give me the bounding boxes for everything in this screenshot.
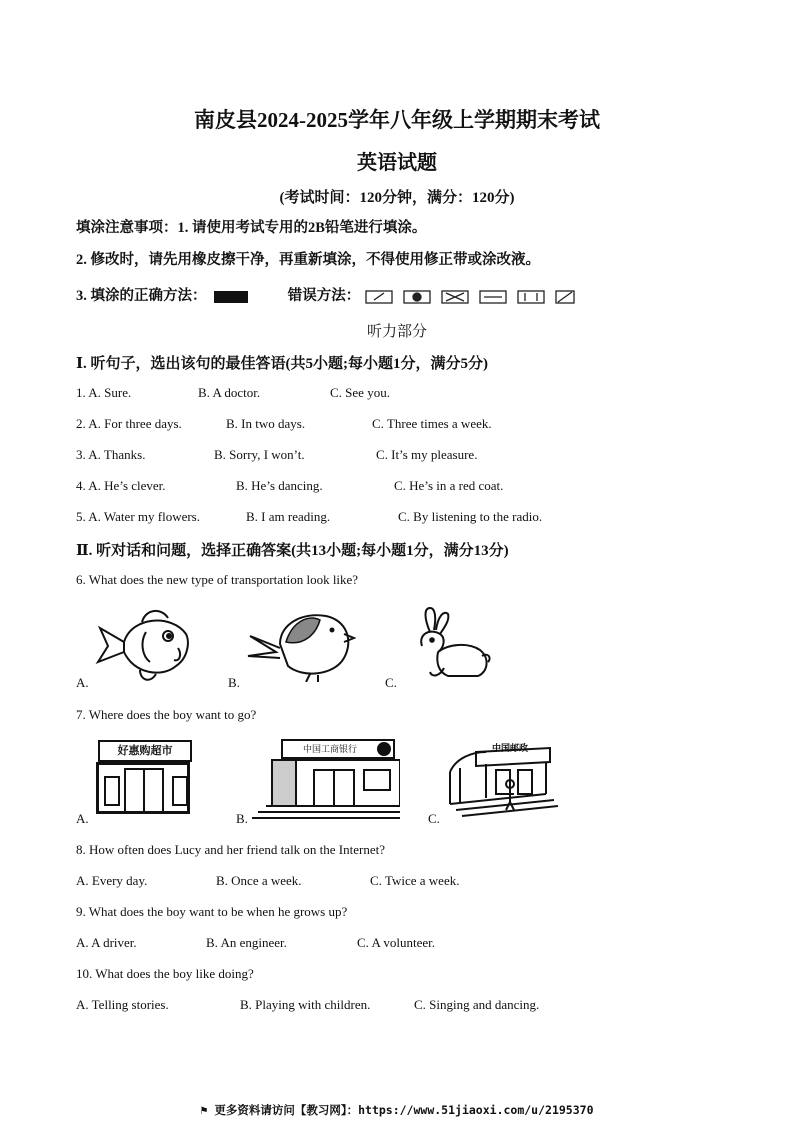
supermarket-picture [94,740,194,818]
q8-option-a: A. Every day. [76,873,148,888]
q8-text: 8. How often does Lucy and her friend talk on the Internet? [76,842,386,857]
note-line-2: 2. 修改时，请先用橡皮擦干净，再重新填涂，不得使用修正带或涂改液。 [76,252,540,268]
q1-option-b: B. A doctor. [198,385,261,400]
q6-text: 6. What does the new type of transportation look like? [76,572,359,587]
note-line-1: 填涂注意事项：1. 请使用考试专用的2B铅笔进行填涂。 [76,220,427,236]
q9-text: 9. What does the boy want to be when he grows up? [76,904,348,919]
correct-method-label: 3. 填涂的正确方法： [76,288,207,304]
footer-link[interactable] [0,1102,794,1118]
q10-option-a: A. Telling stories. [76,997,169,1012]
q1-option-c: C. See you. [330,385,390,400]
q7-label-c: C. [428,811,440,826]
q8-option-c: C. Twice a week. [370,873,460,888]
footer-text: 更多资料请访问【教习网】：https://www.51jiaoxi.com/u/2195370 [214,1103,594,1117]
q3-option-b: B. Sorry, I won’t. [214,447,305,462]
q2-option-c: C. Three times a week. [372,416,492,431]
q4-option-b: B. He’s dancing. [236,478,323,493]
q3-option-c: C. It’s my pleasure. [376,447,478,462]
q10-option-b: B. Playing with children. [240,997,371,1012]
q7-label-b: B. [236,811,248,826]
q3-option-a: 3. A. Thanks. [76,447,146,462]
exam-info: (考试时间：120分钟，满分：120分) [279,190,515,206]
wrong-marks-icon [364,289,576,305]
q7-label-a: A. [76,811,89,826]
filled-box-sample [214,291,248,303]
q5-option-b: B. I am reading. [246,509,331,524]
q8-option-b: B. Once a week. [216,873,302,888]
bird-icon [248,615,354,682]
q5-option-c: C. By listening to the radio. [398,509,543,524]
note-line-3 [76,284,576,305]
q1-option-a: 1. A. Sure. [76,385,132,400]
q4-option-c: C. He’s in a red coat. [394,478,504,493]
subject-title: 英语试题 [357,152,437,174]
bank-sign: 中国工商银行 [302,745,357,754]
q9-option-a: A. A driver. [76,935,137,950]
exam-title: 南皮县2024-2025学年八年级上学期期末考试 [194,108,600,132]
supermarket-sign: 好惠购超市 [98,740,192,762]
flag-icon: ⚑ [200,1103,215,1117]
wrong-method-label: 错误方法： [287,288,361,304]
q9-option-c: C. A volunteer. [357,935,435,950]
post-office-sign: 中国邮政 [491,744,528,753]
fish-icon [94,602,194,686]
q6-label-b: B. [228,675,240,690]
q10-text: 10. What does the boy like doing? [76,966,254,981]
q6-label-c: C. [385,675,397,690]
part-title: 听力部分 [366,324,427,340]
q4-option-a: 4. A. He’s clever. [76,478,166,493]
q9-option-b: B. An engineer. [206,935,287,950]
q5-option-a: 5. A. Water my flowers. [76,509,200,524]
q7-text: 7. Where does the boy want to go? [76,707,257,722]
rabbit-icon [408,606,492,684]
section2-heading: Ⅱ. 听对话和问题，选择正确答案(共13小题;每小题1分，满分13分) [76,543,509,559]
q10-option-c: C. Singing and dancing. [414,997,540,1012]
q2-option-b: B. In two days. [226,416,306,431]
q6-label-a: A. [76,675,89,690]
q2-option-a: 2. A. For three days. [76,416,182,431]
section1-heading: Ⅰ. 听句子，选出该句的最佳答语(共5小题;每小题1分，满分5分) [76,356,489,372]
